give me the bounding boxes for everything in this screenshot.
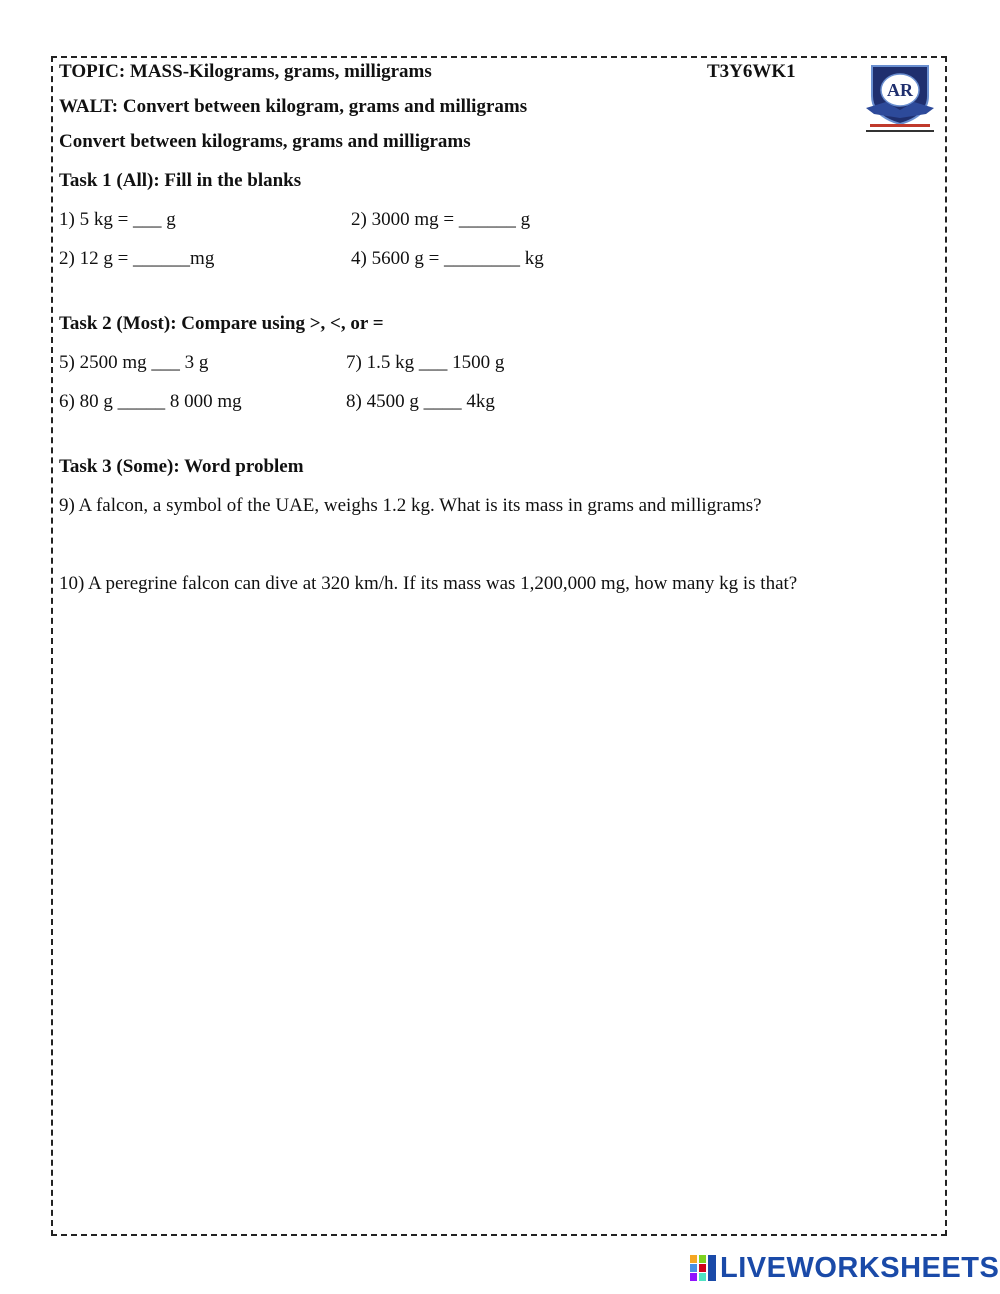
question-1: 1) 5 kg = ___ g: [59, 209, 176, 230]
walt-heading: WALT: Convert between kilogram, grams and milligrams: [59, 96, 528, 117]
task1-title: Task 1 (All): Fill in the blanks: [59, 170, 302, 191]
liveworksheets-wordmark: LIVEWORKSHEETS: [720, 1251, 1000, 1284]
liveworksheets-icon: [690, 1255, 716, 1281]
question-10: 10) A peregrine falcon can dive at 320 km/h. If its mass was 1,200,000 mg, how many kg is that?: [59, 573, 798, 594]
question-4: 4) 5600 g = ________ kg: [351, 248, 544, 269]
question-3: 2) 12 g = ______mg: [59, 248, 215, 269]
worksheet-code: T3Y6WK1: [707, 61, 796, 82]
liveworksheets-logo[interactable]: [690, 1253, 999, 1283]
question-7: 7) 1.5 kg ___ 1500 g: [346, 352, 505, 373]
question-5: 5) 2500 mg ___ 3 g: [59, 352, 209, 373]
question-8: 8) 4500 g ____ 4kg: [346, 391, 495, 412]
task2-title: Task 2 (Most): Compare using >, <, or =: [59, 313, 384, 334]
question-6: 6) 80 g _____ 8 000 mg: [59, 391, 242, 412]
worksheet-border: [51, 56, 947, 1236]
question-9: 9) A falcon, a symbol of the UAE, weighs 1.2 kg. What is its mass in grams and milligrams?: [59, 495, 762, 516]
task3-title: Task 3 (Some): Word problem: [59, 456, 304, 477]
subtitle-heading: Convert between kilograms, grams and milligrams: [59, 131, 471, 152]
topic-heading: TOPIC: MASS-Kilograms, grams, milligrams: [59, 61, 432, 82]
svg-text:AR: AR: [887, 80, 913, 100]
school-logo: [862, 62, 938, 136]
question-2: 2) 3000 mg = ______ g: [351, 209, 531, 230]
